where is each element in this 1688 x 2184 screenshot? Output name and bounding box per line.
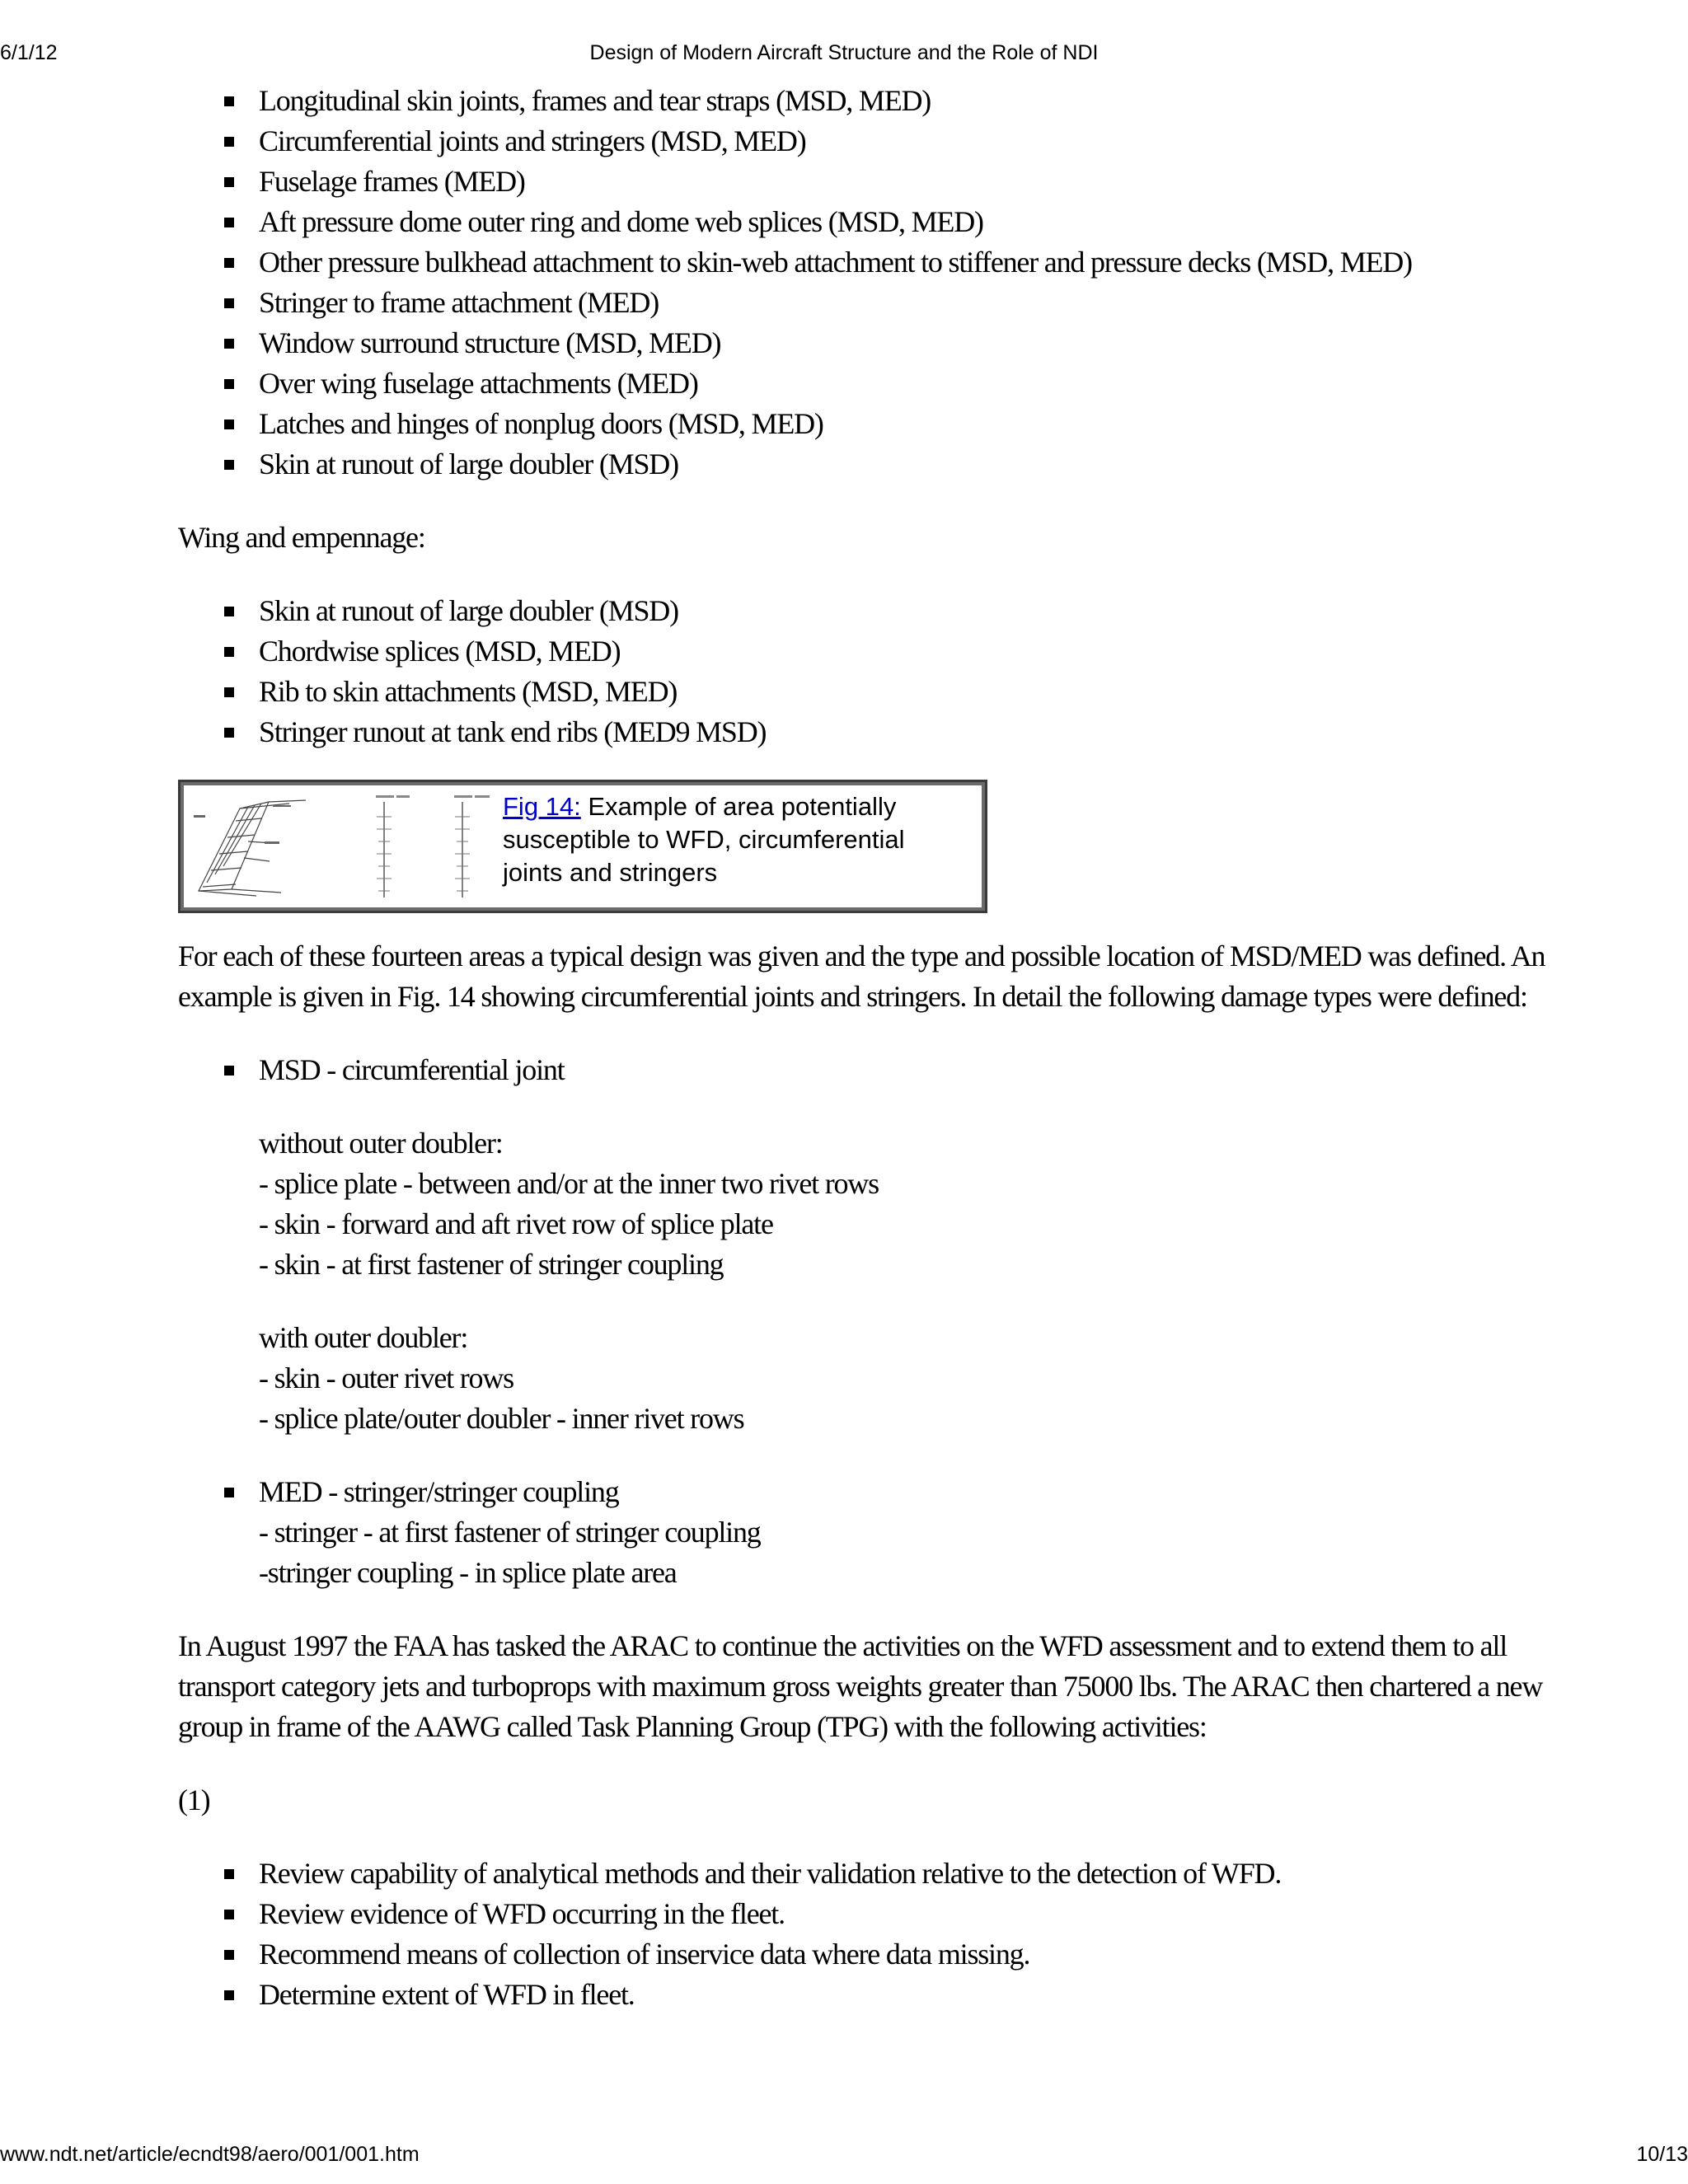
list-item: Over wing fuselage attachments (MED) xyxy=(259,363,1604,404)
figure-14-box xyxy=(178,780,987,913)
list-item: Latches and hinges of nonplug doors (MSD, MED) xyxy=(259,404,1604,444)
list-item-med xyxy=(259,1472,1604,1593)
msd-without-line: - skin - at first fastener of stringer coupling xyxy=(259,1248,724,1281)
list-item: Review capability of analytical methods and their validation relative to the detection of WFD. xyxy=(259,1854,1604,1894)
tpg-activities-list xyxy=(178,1854,1604,2015)
list-item: Chordwise splices (MSD, MED) xyxy=(259,631,1604,672)
paragraph-arac: In August 1997 the FAA has tasked the ARAC to continue the activities on the WFD assessment and to extend them to all transport category jets and turboprops with maximum gross weights greater than 75000 lbs. The ARAC then chartered a new group in frame of the AAWG called Task Planning Group (TPG) with the following activities: xyxy=(178,1629,1543,1743)
msd-without-line: - splice plate - between and/or at the inner two rivet rows xyxy=(259,1167,879,1200)
page-header xyxy=(0,41,1688,74)
med-line: -stringer coupling - in splice plate area xyxy=(259,1556,677,1589)
source-url: www.ndt.net/article/ecndt98/aero/001/001.htm xyxy=(0,2143,420,2166)
list-item: Rib to skin attachments (MSD, MED) xyxy=(259,672,1604,712)
list-item: Aft pressure dome outer ring and dome web splices (MSD, MED) xyxy=(259,202,1604,242)
damage-list xyxy=(178,1050,1604,1090)
page-footer xyxy=(0,2143,1688,2176)
msd-title: MSD - circumferential joint xyxy=(259,1053,565,1086)
msd-with-heading: with outer doubler: xyxy=(259,1321,468,1354)
msd-details xyxy=(178,1090,1604,1439)
list-item: Fuselage frames (MED) xyxy=(259,162,1604,202)
list-item: Skin at runout of large doubler (MSD) xyxy=(259,591,1604,631)
msd-with-line: - skin - outer rivet rows xyxy=(259,1361,513,1394)
figure-caption-text: Example of area potentially susceptible to WFD, circumferential joints and stringers xyxy=(503,792,905,887)
msd-without-line: - skin - forward and aft rivet row of splice plate xyxy=(259,1207,773,1240)
fuselage-list xyxy=(178,81,1604,485)
msd-without-heading: without outer doubler: xyxy=(259,1127,503,1160)
enumeration-label: (1) xyxy=(178,1783,210,1816)
wing-list xyxy=(178,591,1604,752)
list-item: Other pressure bulkhead attachment to skin-web attachment to stiffener and pressure decks (MSD, MED) xyxy=(259,242,1604,283)
list-item: Review evidence of WFD occurring in the fleet. xyxy=(259,1894,1604,1934)
page-number: 10/13 xyxy=(1636,2143,1688,2166)
paragraph-damage-types: For each of these fourteen areas a typical design was given and the type and possible location of MSD/MED was defined. An example is given in Fig. 14 showing circumferential joints and stringers. In detail the following damage types were defined: xyxy=(178,940,1545,1013)
msd-with-line: - splice plate/outer doubler - inner rivet rows xyxy=(259,1402,744,1435)
figure-14-caption xyxy=(503,790,964,889)
med-title: MED - stringer/stringer coupling xyxy=(259,1475,619,1508)
page-title: Design of Modern Aircraft Structure and the Role of NDI xyxy=(589,41,1099,64)
list-item-msd xyxy=(259,1050,1604,1090)
list-item: Recommend means of collection of inservice data where data missing. xyxy=(259,1934,1604,1975)
list-item: Determine extent of WFD in fleet. xyxy=(259,1975,1604,2015)
list-item: Skin at runout of large doubler (MSD) xyxy=(259,444,1604,485)
list-item: Stringer runout at tank end ribs (MED9 MSD) xyxy=(259,712,1604,752)
list-item: Circumferential joints and stringers (MSD, MED) xyxy=(259,121,1604,162)
article-content xyxy=(178,81,1604,2015)
print-date: 6/1/12 xyxy=(0,41,58,64)
damage-list-med xyxy=(178,1472,1604,1593)
list-item: Stringer to frame attachment (MED) xyxy=(259,283,1604,323)
wing-heading: Wing and empennage: xyxy=(178,521,425,554)
list-item: Window surround structure (MSD, MED) xyxy=(259,323,1604,363)
list-item: Longitudinal skin joints, frames and tear straps (MSD, MED) xyxy=(259,81,1604,121)
figure-14-thumbnail[interactable] xyxy=(190,792,504,902)
fig-14-link[interactable]: Fig 14: xyxy=(503,792,581,821)
med-line: - stringer - at first fastener of stringer coupling xyxy=(259,1516,761,1549)
